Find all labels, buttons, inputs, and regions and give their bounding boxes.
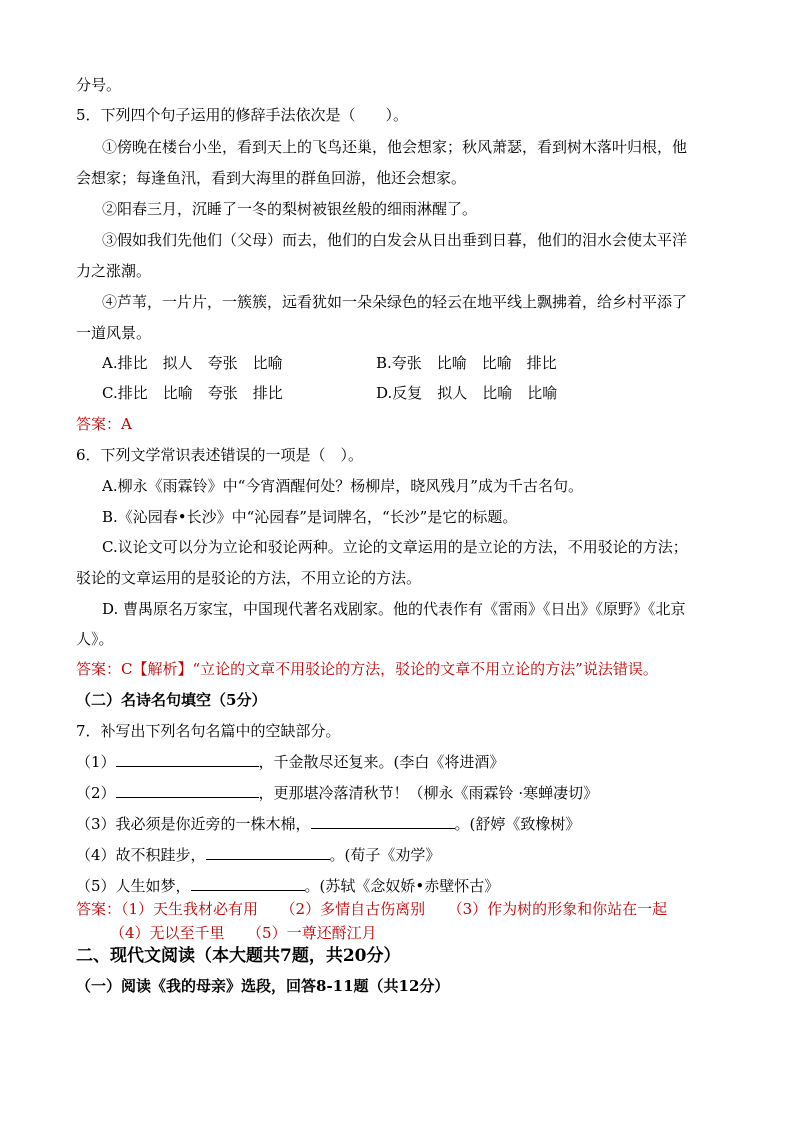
q7-item-5-text: （5）人生如梦， xyxy=(76,877,191,895)
q5-option-d: D.反复 拟人 比喻 比喻 xyxy=(376,384,558,402)
q7-item-1 xyxy=(76,751,504,773)
q7-item-2-label: （2） xyxy=(76,784,116,802)
q5-sentence-4-cont: 一道风景。 xyxy=(76,324,152,342)
q7-blank-3 xyxy=(311,813,455,829)
q7-answer: 答案：（1）天生我材必有用 （2）多情自古伤离别 （3）作为树的形象和你站在一起 xyxy=(76,900,668,918)
q6-answer: 答案：C【解析】“立论的文章不用驳论的方法，驳论的文章不用立论的方法”说法错误。 xyxy=(76,660,658,678)
q7-blank-4 xyxy=(206,844,330,860)
q6-option-c-cont: 驳论的文章运用的是驳论的方法，不用立论的方法。 xyxy=(76,569,422,587)
q7-item-4 xyxy=(76,844,440,866)
part-heading-reading: 二、现代文阅读（本大题共7题，共20分） xyxy=(76,946,401,966)
q7-item-4-text: （4）故不积跬步， xyxy=(76,846,206,864)
q6-option-b: B.《沁园春•长沙》中“沁园春”是词牌名，“长沙”是它的标题。 xyxy=(102,508,518,526)
q6-option-a: A.柳永《雨霖铃》中“今宵酒醒何处？杨柳岸，晓风残月”成为千古名句。 xyxy=(102,477,583,495)
q6-option-c: C.议论文可以分为立论和驳论两种。立论的文章运用的是立论的方法，不用驳论的方法； xyxy=(102,538,688,556)
q7-item-2 xyxy=(76,782,598,804)
question-6: 6．下列文学常识表述错误的一项是（ ）。 xyxy=(76,446,364,464)
q7-item-5-source: 。(苏轼《念奴娇•赤壁怀古》 xyxy=(304,877,500,895)
q7-item-1-label: （1） xyxy=(76,753,116,771)
q5-sentence-1-cont: 会想家；每逢鱼汛，看到大海里的群鱼回游，他还会想家。 xyxy=(76,169,467,187)
q7-blank-2 xyxy=(116,782,259,798)
q6-option-d-cont: 人》。 xyxy=(76,630,114,648)
q7-item-2-text: ，更那堪冷落清秋节！（柳永《雨霖铃 ·寒蝉凄切》 xyxy=(258,784,599,802)
question-7: 7．补写出下列名句名篇中的空缺部分。 xyxy=(76,722,341,740)
q7-blank-5 xyxy=(191,875,305,891)
section-heading-poetry: （二）名诗名句填空（5分） xyxy=(76,691,267,709)
q7-item-3 xyxy=(76,813,580,835)
q7-item-1-text: ，千金散尽还复来。(李白《将进酒》 xyxy=(258,753,505,771)
q7-item-4-source: 。(荀子《劝学》 xyxy=(329,846,441,864)
reading-subheading: （一）阅读《我的母亲》选段，回答8-11题（共12分） xyxy=(76,977,450,995)
q5-sentence-2: ②阳春三月，沉睡了一冬的梨树被银丝般的细雨淋醒了。 xyxy=(102,200,478,218)
q5-sentence-4: ④芦苇，一片片，一簇簇，远看犹如一朵朵绿色的轻云在地平线上飘拂着，给乡村平添了 xyxy=(102,293,688,311)
q5-sentence-3-cont: 力之涨潮。 xyxy=(76,262,152,280)
q5-option-c: C.排比 比喻 夸张 排比 xyxy=(102,384,283,402)
q7-item-3-source: 。(舒婷《致橡树》 xyxy=(454,815,581,833)
q5-sentence-3: ③假如我们先他们（父母）而去，他们的白发会从日出垂到日暮，他们的泪水会使太平洋 xyxy=(102,231,688,249)
question-5: 5．下列四个句子运用的修辞手法依次是（ ）。 xyxy=(76,106,409,124)
q5-option-a: A.排比 拟人 夸张 比喻 xyxy=(102,354,283,372)
q5-answer: 答案：A xyxy=(76,415,132,433)
q7-item-5 xyxy=(76,875,499,897)
q5-sentence-1: ①傍晚在楼台小坐，看到天上的飞鸟还巢，他会想家；秋风萧瑟，看到树木落叶归根，他 xyxy=(102,138,688,156)
q6-option-d: D. 曹禺原名万家宝，中国现代著名戏剧家。他的代表作有《雷雨》《日出》《原野》《北京 xyxy=(102,600,686,618)
q7-answer-cont: （4）无以至千里 （5）一尊还酹江月 xyxy=(110,924,377,942)
text-line: 分号。 xyxy=(76,76,122,94)
q5-option-b: B.夸张 比喻 比喻 排比 xyxy=(376,354,557,372)
q7-item-3-text: （3）我必须是你近旁的一株木棉， xyxy=(76,815,311,833)
q7-blank-1 xyxy=(116,751,259,767)
